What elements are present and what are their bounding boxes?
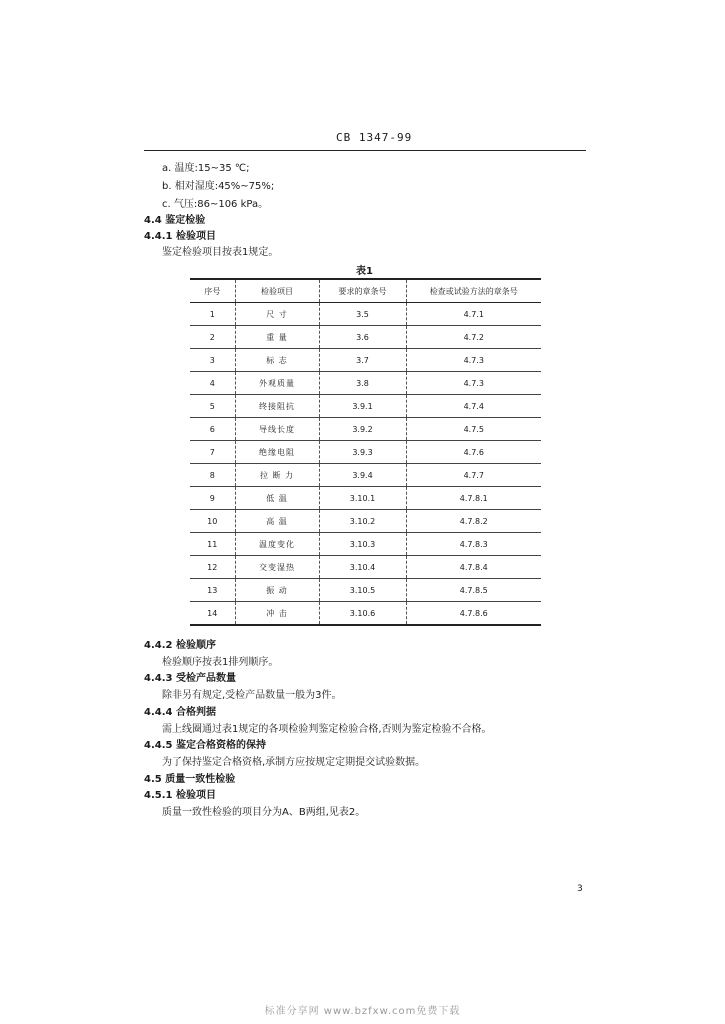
cell-requirement: 3.10.3: [319, 533, 406, 556]
cell-method: 4.7.8.4: [406, 556, 541, 579]
cell-item: 冲 击: [235, 602, 319, 626]
col-header-requirement: 要求的章条号: [319, 279, 406, 303]
cell-seq: 8: [209, 470, 215, 480]
cell-item: 尺 寸: [235, 303, 319, 326]
cell-requirement: 3.10.5: [319, 579, 406, 602]
col-header-method: 检查或试验方法的章条号: [406, 279, 541, 303]
table-row: [190, 326, 541, 349]
table-row: [190, 533, 541, 556]
table-row: [190, 602, 541, 626]
condition-temperature: a. 温度:15~35 ℃;: [162, 163, 250, 174]
cell-requirement: 3.6: [319, 326, 406, 349]
col-header-item: 检验项目: [235, 279, 319, 303]
header-rule: [144, 150, 586, 151]
table-row: [190, 510, 541, 533]
cell-item: 终接阻抗: [235, 395, 319, 418]
table-row: [190, 418, 541, 441]
cell-item: 振 动: [235, 579, 319, 602]
section-4-4-2-heading: 4.4.2 检验顺序: [144, 640, 216, 651]
cell-seq: 2: [209, 332, 215, 342]
table-row: [190, 372, 541, 395]
cell-method: 4.7.8.3: [406, 533, 541, 556]
cell-method: 4.7.4: [406, 395, 541, 418]
table-1-title: 表1: [356, 266, 373, 277]
section-4-4-3-text: 除非另有规定,受检产品数量一般为3件。: [162, 690, 342, 701]
table-row: [190, 464, 541, 487]
cell-method: 4.7.3: [406, 349, 541, 372]
table-row: [190, 441, 541, 464]
section-4-4-3-heading: 4.4.3 受检产品数量: [144, 673, 236, 684]
cell-requirement: 3.10.1: [319, 487, 406, 510]
table-row: [190, 395, 541, 418]
cell-requirement: 3.5: [319, 303, 406, 326]
cell-requirement: 3.9.1: [319, 395, 406, 418]
section-4-4-1-text: 鉴定检验项目按表1规定。: [162, 247, 279, 258]
section-4-4-5-heading: 4.4.5 鉴定合格资格的保持: [144, 740, 266, 751]
cell-seq: 13: [207, 585, 218, 595]
cell-requirement: 3.9.3: [319, 441, 406, 464]
section-4-5-1-text: 质量一致性检验的项目分为A、B两组,见表2。: [162, 807, 366, 818]
cell-requirement: 3.9.4: [319, 464, 406, 487]
cell-item: 标 志: [235, 349, 319, 372]
cell-requirement: 3.9.2: [319, 418, 406, 441]
standard-number: CB 1347-99: [336, 131, 413, 144]
cell-item: 温度变化: [235, 533, 319, 556]
watermark-footer: 标准分享网 www.bzfxw.com免费下载: [264, 1006, 461, 1017]
cell-method: 4.7.6: [406, 441, 541, 464]
cell-requirement: 3.8: [319, 372, 406, 395]
section-4-4-4-heading: 4.4.4 合格判据: [144, 707, 216, 718]
cell-requirement: 3.10.6: [319, 602, 406, 626]
cell-method: 4.7.8.6: [406, 602, 541, 626]
col-header-seq: 序号: [190, 279, 235, 303]
table-1: [190, 278, 541, 626]
cell-method: 4.7.8.5: [406, 579, 541, 602]
table-row: [190, 579, 541, 602]
section-4-4-heading: 4.4 鉴定检验: [144, 215, 206, 226]
cell-seq: 14: [207, 608, 218, 618]
cell-method: 4.7.5: [406, 418, 541, 441]
section-4-4-1-heading: 4.4.1 检验项目: [144, 231, 216, 242]
cell-method: 4.7.8.2: [406, 510, 541, 533]
page-number: 3: [577, 884, 583, 894]
cell-method: 4.7.2: [406, 326, 541, 349]
cell-item: 低 温: [235, 487, 319, 510]
cell-requirement: 3.10.2: [319, 510, 406, 533]
cell-seq: 5: [209, 401, 215, 411]
table-row: [190, 487, 541, 510]
section-4-4-5-text: 为了保持鉴定合格资格,承制方应按规定定期提交试验数据。: [162, 757, 426, 768]
cell-item: 交变湿热: [235, 556, 319, 579]
cell-seq: 1: [209, 309, 215, 319]
cell-seq: 6: [209, 424, 215, 434]
cell-method: 4.7.3: [406, 372, 541, 395]
table-header-row: [190, 279, 541, 303]
cell-method: 4.7.8.1: [406, 487, 541, 510]
cell-item: 拉 断 力: [235, 464, 319, 487]
section-4-5-1-heading: 4.5.1 检验项目: [144, 790, 216, 801]
condition-humidity: b. 相对湿度:45%~75%;: [162, 181, 275, 192]
table-row: [190, 349, 541, 372]
cell-seq: 12: [207, 562, 218, 572]
cell-item: 绝缘电阻: [235, 441, 319, 464]
cell-item: 重 量: [235, 326, 319, 349]
table-row: [190, 556, 541, 579]
cell-seq: 9: [209, 493, 215, 503]
cell-seq: 3: [209, 355, 215, 365]
cell-seq: 11: [207, 539, 218, 549]
condition-pressure: c. 气压:86~106 kPa。: [162, 199, 269, 210]
cell-method: 4.7.7: [406, 464, 541, 487]
cell-method: 4.7.1: [406, 303, 541, 326]
cell-seq: 4: [209, 378, 215, 388]
section-4-5-heading: 4.5 质量一致性检验: [144, 774, 236, 785]
section-4-4-4-text: 需上线圈通过表1规定的各项检验判鉴定检验合格,否则为鉴定检验不合格。: [162, 724, 492, 735]
cell-item: 外观质量: [235, 372, 319, 395]
cell-requirement: 3.10.4: [319, 556, 406, 579]
cell-seq: 7: [209, 447, 215, 457]
cell-item: 导线长度: [235, 418, 319, 441]
cell-item: 高 温: [235, 510, 319, 533]
table-row: [190, 303, 541, 326]
section-4-4-2-text: 检验顺序按表1排列顺序。: [162, 657, 279, 668]
cell-seq: 10: [207, 516, 218, 526]
cell-requirement: 3.7: [319, 349, 406, 372]
